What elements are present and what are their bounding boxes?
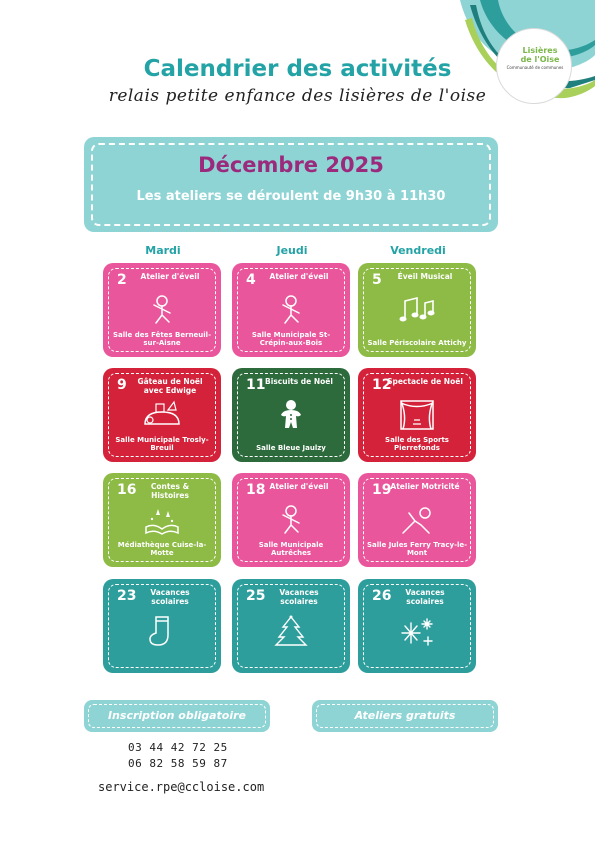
child-playing-icon (142, 293, 182, 327)
christmas-tree-icon (271, 615, 311, 655)
card-location: Salle Périscolaire Attichy (367, 339, 467, 347)
email-address: service.rpe@ccloise.com (98, 780, 265, 794)
card-location: Médiathèque Cuise-la-Motte (117, 541, 207, 557)
calendar-card (232, 473, 350, 567)
inscription-pill (84, 700, 270, 732)
card-day-number: 9 (117, 377, 127, 393)
card-day-number: 11 (246, 377, 266, 393)
calendar-card (103, 473, 221, 567)
logo-name-line2: de l'Oise (520, 55, 560, 64)
day-header-tuesday: Mardi (145, 244, 181, 257)
calendar-card (103, 263, 221, 357)
logo-name-line1: Lisières (522, 46, 558, 55)
page-subtitle: relais petite enfance des lisières de l'oise (108, 86, 487, 106)
child-stretching-icon (397, 503, 437, 537)
card-day-number: 26 (372, 588, 392, 604)
card-activity-title: Gâteau de Noël avec Edwige (137, 377, 203, 395)
snowflakes-icon (397, 615, 437, 655)
phone-number-1: 03 44 42 72 25 (128, 741, 228, 754)
child-playing-icon (271, 503, 311, 537)
card-day-number: 19 (372, 482, 392, 498)
card-activity-title: Vacances scolaires (150, 588, 190, 606)
logo-tagline: Communauté de communes (506, 65, 564, 70)
calendar-card (232, 368, 350, 462)
card-activity-title: Atelier d'éveil (269, 482, 329, 491)
card-location: Salle Municipale St-Crépin-aux-Bois (251, 331, 331, 347)
card-day-number: 4 (246, 272, 256, 288)
yule-log-icon (142, 398, 182, 432)
card-activity-title: Spectacle de Noël (387, 377, 463, 386)
card-day-number: 25 (246, 588, 266, 604)
card-location: Salle Bleue Jaulzy (256, 444, 326, 452)
inscription-text: Inscription obligatoire (107, 709, 247, 722)
music-notes-icon (397, 293, 437, 327)
card-location: Salle Jules Ferry Tracy-le-Mont (366, 541, 468, 557)
card-day-number: 18 (246, 482, 266, 498)
card-activity-title: Vacances scolaires (279, 588, 319, 606)
day-header-friday: Vendredi (390, 244, 446, 257)
child-playing-icon (271, 293, 311, 327)
card-activity-title: Éveil Musical (397, 272, 453, 281)
hours-text: Les ateliers se déroulent de 9h30 à 11h30 (136, 189, 446, 204)
card-day-number: 16 (117, 482, 137, 498)
theatre-stage-icon (397, 398, 437, 432)
christmas-stocking-icon (142, 615, 182, 655)
calendar-card (103, 579, 221, 673)
day-header-thursday: Jeudi (276, 244, 308, 257)
gingerbread-icon (271, 398, 311, 432)
calendar-card (103, 368, 221, 462)
card-location: Salle Municipale Trosly-Breuil (115, 436, 209, 452)
calendar-card (358, 263, 476, 357)
card-activity-title: Atelier d'éveil (140, 272, 200, 281)
calendar-card (358, 579, 476, 673)
card-activity-title: Atelier d'éveil (269, 272, 329, 281)
free-text: Ateliers gratuits (354, 709, 456, 722)
calendar-card (232, 263, 350, 357)
calendar-card (358, 368, 476, 462)
free-pill (312, 700, 498, 732)
card-location: Salle des Fêtes Berneuil-sur-Aisne (112, 331, 211, 347)
card-location: Salle des Sports Pierrefonds (385, 436, 449, 452)
page-title: Calendrier des activités (143, 56, 452, 82)
card-activity-title: Biscuits de Noël (265, 377, 333, 386)
card-activity-title: Vacances scolaires (405, 588, 445, 606)
card-day-number: 2 (117, 272, 127, 288)
card-location: Salle Municipale Autrêches (258, 541, 324, 557)
month-banner (84, 137, 498, 232)
month-title: Décembre 2025 (198, 153, 384, 177)
card-day-number: 23 (117, 588, 137, 604)
card-day-number: 5 (372, 272, 382, 288)
phone-number-2: 06 82 58 59 87 (128, 757, 228, 770)
card-activity-title: Contes & Histoires (150, 482, 190, 500)
open-book-icon (142, 503, 182, 537)
card-day-number: 12 (372, 377, 392, 393)
calendar-card (358, 473, 476, 567)
card-activity-title: Atelier Motricité (390, 482, 460, 491)
calendar-card (232, 579, 350, 673)
